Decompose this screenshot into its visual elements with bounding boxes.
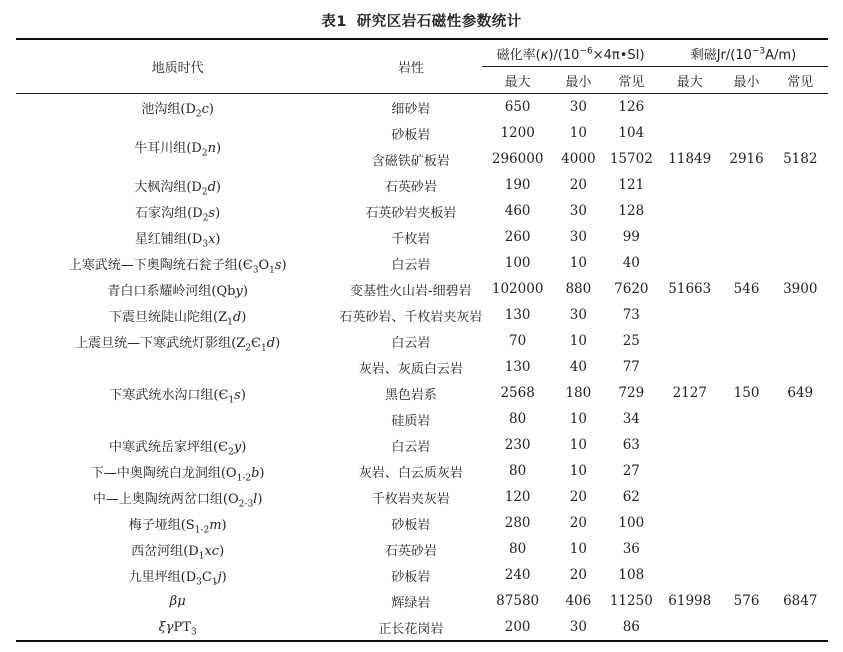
jr-value-cell	[721, 484, 773, 510]
chi-value-cell: 260	[504, 229, 531, 245]
strat-cell	[16, 510, 339, 536]
strat-cell	[16, 198, 339, 224]
strat-cell	[16, 432, 339, 458]
strat-symbol: $(D_1xc)$	[183, 543, 225, 562]
strat-name: 石家沟组	[135, 205, 188, 221]
strat-cell	[16, 224, 339, 250]
jr-value-cell	[721, 198, 773, 224]
chi-value-cell: 121	[618, 177, 645, 193]
lithology-cell: 千枚岩夹灰岩	[371, 491, 450, 507]
lithology-cell: 石英砂岩	[384, 543, 437, 559]
jr-value-cell	[773, 614, 829, 641]
strat-name: 九里坪组	[128, 569, 181, 585]
chi-value-cell: 30	[569, 203, 587, 219]
lithology-cell: 辉绿岩	[391, 595, 431, 611]
table-number: 表1	[321, 14, 347, 30]
table-row	[16, 172, 828, 198]
chi-value-cell: 40	[622, 255, 640, 271]
strat-symbol: $(Є_2y)$	[213, 439, 247, 458]
strat-symbol: $(D_2d)$	[186, 179, 221, 198]
lithology-cell: 千枚岩	[391, 231, 431, 247]
header-chi-min: 最小	[553, 67, 604, 94]
table-row	[16, 250, 828, 276]
chi-value-cell: 86	[622, 619, 640, 635]
jr-value-cell: 11849	[668, 151, 712, 167]
strat-symbol: βμ	[169, 593, 186, 609]
strat-name: 牛耳川组	[134, 140, 187, 156]
jr-value-cell	[773, 302, 829, 328]
strat-name: 梅子垭组	[128, 517, 181, 533]
lithology-cell: 砂板岩	[391, 517, 431, 533]
chi-value-cell: 15702	[609, 151, 653, 167]
strat-symbol: $(D_3C_1j)$	[180, 569, 227, 588]
jr-value-cell	[773, 432, 829, 458]
jr-value-cell: 6847	[783, 593, 818, 609]
header-strat: 地质时代	[16, 39, 339, 94]
strat-symbol: $(D_2s)$	[187, 205, 221, 224]
jr-value-cell	[721, 302, 773, 328]
chi-value-cell: 128	[618, 203, 645, 219]
chi-value-cell: 80	[509, 541, 527, 557]
chi-value-cell: 108	[618, 567, 645, 583]
jr-value-cell	[773, 328, 829, 354]
strat-symbol: $(O_{2-3}l)$	[222, 491, 263, 510]
table-row	[16, 198, 828, 224]
chi-value-cell: 650	[504, 99, 531, 115]
chi-value-cell: 729	[618, 385, 645, 401]
strat-cell	[16, 536, 339, 562]
chi-value-cell: 73	[622, 307, 640, 323]
jr-value-cell: 3900	[783, 281, 818, 297]
chi-value-cell: 200	[504, 619, 531, 635]
strat-name: 上寒武统—下奥陶统石瓮子组	[68, 257, 238, 273]
jr-value-cell	[721, 94, 773, 121]
chi-value-cell: 99	[622, 229, 640, 245]
table-row	[16, 120, 828, 146]
jr-value-cell	[659, 432, 721, 458]
lithology-cell: 石英砂岩夹板岩	[365, 205, 457, 221]
jr-value-cell	[721, 250, 773, 276]
strat-symbol: $(Z_1d)$	[213, 309, 247, 328]
jr-value-cell	[773, 224, 829, 250]
strat-name: 青白口系耀岭河组	[107, 283, 212, 299]
strat-name: 上震旦统—下寒武统灯影组	[75, 335, 232, 351]
lithology-cell: 砂板岩	[391, 127, 431, 143]
chi-value-cell: 406	[565, 593, 592, 609]
strat-symbol: $(D_2n)$	[186, 140, 222, 159]
jr-value-cell	[773, 406, 829, 432]
lithology-cell: 细砂岩	[391, 101, 431, 117]
header-susceptibility: 磁化率$(\kappa)/(10^{-6}\times 4\pi•SI)$	[482, 39, 659, 67]
chi-value-cell: 880	[565, 281, 592, 297]
chi-value-cell: 40	[569, 359, 587, 375]
jr-value-cell	[773, 172, 829, 198]
jr-value-cell	[659, 510, 721, 536]
strat-cell	[16, 458, 339, 484]
chi-value-cell: 30	[569, 229, 587, 245]
jr-value-cell	[773, 198, 829, 224]
table-row	[16, 328, 828, 354]
jr-value-cell	[773, 510, 829, 536]
chi-value-cell: 190	[504, 177, 531, 193]
jr-value-cell	[659, 224, 721, 250]
chi-value-cell: 87580	[496, 593, 540, 609]
table-row	[16, 484, 828, 510]
lithology-cell: 硅质岩	[391, 413, 431, 429]
chi-value-cell: 20	[569, 489, 587, 505]
jr-value-cell	[721, 458, 773, 484]
strat-symbol: $(Є_1s)$	[213, 387, 246, 406]
chi-value-cell: 1200	[500, 125, 535, 141]
strat-symbol: $(D_3x)$	[186, 231, 221, 250]
jr-value-cell	[773, 120, 829, 146]
jr-value-cell: 51663	[668, 281, 712, 297]
table-row	[16, 276, 828, 302]
strat-cell	[16, 588, 339, 614]
lithology-cell: 白云岩	[391, 335, 431, 351]
jr-value-cell: 2127	[672, 385, 707, 401]
strat-cell	[16, 250, 339, 276]
jr-value-cell	[659, 94, 721, 121]
table-row	[16, 302, 828, 328]
jr-value-cell	[659, 120, 721, 146]
chi-value-cell: 102000	[491, 281, 544, 297]
chi-value-cell: 27	[622, 463, 640, 479]
lithology-cell: 含磁铁矿板岩	[371, 153, 450, 169]
strat-name: 中寒武统岳家坪组	[109, 439, 214, 455]
jr-value-cell	[721, 562, 773, 588]
strat-name: 下震旦统陡山陀组	[109, 309, 214, 325]
chi-value-cell: 10	[569, 125, 587, 141]
strat-name: 星红铺组	[134, 231, 187, 247]
lithology-cell: 白云岩	[391, 257, 431, 273]
chi-value-cell: 30	[569, 307, 587, 323]
strat-name: 西岔河组	[131, 543, 184, 559]
chi-value-cell: 460	[504, 203, 531, 219]
header-jr-min: 最小	[721, 67, 773, 94]
chi-value-cell: 80	[509, 411, 527, 427]
chi-value-cell: 20	[569, 515, 587, 531]
chi-value-cell: 296000	[491, 151, 544, 167]
jr-value-cell	[773, 562, 829, 588]
strat-name: 池沟组	[141, 101, 181, 117]
chi-value-cell: 280	[504, 515, 531, 531]
strat-name: 大枫沟组	[134, 179, 187, 195]
jr-value-cell: 61998	[668, 593, 712, 609]
jr-value-cell	[659, 484, 721, 510]
chi-value-cell: 25	[622, 333, 640, 349]
header-remanence: 剩磁$Jr/(10^{-3}A/m)$	[659, 39, 828, 67]
chi-value-cell: 10	[569, 437, 587, 453]
jr-value-cell: 649	[787, 385, 814, 401]
jr-value-cell	[659, 198, 721, 224]
jr-value-cell	[721, 354, 773, 380]
chi-value-cell: 130	[504, 307, 531, 323]
lithology-cell: 石英砂岩	[384, 179, 437, 195]
table-row	[16, 224, 828, 250]
chi-value-cell: 10	[569, 255, 587, 271]
jr-value-cell: 5182	[783, 151, 818, 167]
strat-name: 中—上奥陶统两岔口组	[92, 491, 223, 507]
header-chi-max: 最大	[482, 67, 553, 94]
chi-value-cell: 62	[622, 489, 640, 505]
chi-value-cell: 100	[618, 515, 645, 531]
table-row	[16, 94, 828, 121]
chi-value-cell: 36	[622, 541, 640, 557]
jr-value-cell	[721, 614, 773, 641]
jr-value-cell	[659, 250, 721, 276]
lithology-cell: 灰岩、灰质白云岩	[358, 361, 463, 377]
table-row	[16, 510, 828, 536]
lithology-cell: 灰岩、白云质灰岩	[358, 465, 463, 481]
table-row	[16, 536, 828, 562]
jr-value-cell	[721, 172, 773, 198]
chi-value-cell: 30	[569, 619, 587, 635]
jr-value-cell	[773, 250, 829, 276]
jr-value-cell	[659, 354, 721, 380]
chi-value-cell: 126	[618, 99, 645, 115]
header-jr-max: 最大	[659, 67, 721, 94]
chi-value-cell: 20	[569, 567, 587, 583]
chi-value-cell: 63	[622, 437, 640, 453]
strat-symbol: $(D_2c)$	[180, 101, 214, 120]
strat-name: 下寒武统水沟口组	[109, 387, 214, 403]
chi-value-cell: 11250	[609, 593, 653, 609]
table-caption	[0, 10, 843, 31]
jr-value-cell	[721, 224, 773, 250]
strat-cell	[16, 302, 339, 328]
chi-value-cell: 10	[569, 541, 587, 557]
chi-value-cell: 70	[509, 333, 527, 349]
lithology-cell: 正长花岗岩	[378, 621, 444, 637]
header-chi-common: 常见	[604, 67, 659, 94]
strat-cell	[16, 94, 339, 121]
jr-value-cell	[773, 94, 829, 121]
strat-cell	[16, 172, 339, 198]
chi-value-cell: 7620	[614, 281, 649, 297]
strat-cell	[16, 614, 339, 641]
chi-value-cell: 130	[504, 359, 531, 375]
strat-cell	[16, 562, 339, 588]
jr-value-cell	[773, 484, 829, 510]
strat-symbol: $(Є_3O_1s)$	[237, 257, 287, 276]
lithology-cell: 石英砂岩、千枚岩夹灰岩	[339, 309, 483, 325]
strat-symbol: $(O_{1-2}b)$	[220, 465, 265, 484]
strat-symbol: ξγPT$_3$	[158, 619, 197, 638]
jr-value-cell: 546	[733, 281, 760, 297]
header-lithology: 岩性	[339, 39, 482, 94]
jr-value-cell: 2916	[729, 151, 764, 167]
strat-symbol: $(Z_2Є_1d)$	[231, 335, 281, 354]
jr-value-cell	[721, 120, 773, 146]
table-row	[16, 458, 828, 484]
chi-value-cell: 100	[504, 255, 531, 271]
table-row	[16, 432, 828, 458]
jr-value-cell	[721, 510, 773, 536]
lithology-cell: 白云岩	[391, 439, 431, 455]
table-title: 研究区岩石磁性参数统计	[356, 14, 522, 30]
jr-value-cell	[773, 458, 829, 484]
jr-value-cell: 576	[733, 593, 760, 609]
table-row	[16, 588, 828, 614]
jr-value-cell	[659, 614, 721, 641]
chi-value-cell: 34	[622, 411, 640, 427]
strat-symbol: $(S_{1-2}m)$	[180, 517, 227, 536]
chi-value-cell: 10	[569, 411, 587, 427]
strat-symbol: (Qby)	[211, 283, 248, 299]
chi-value-cell: 10	[569, 463, 587, 479]
chi-value-cell: 104	[618, 125, 645, 141]
jr-value-cell	[659, 328, 721, 354]
strat-cell	[16, 328, 339, 354]
chi-value-cell: 120	[504, 489, 531, 505]
table-row	[16, 614, 828, 641]
jr-value-cell	[659, 562, 721, 588]
chi-value-cell: 230	[504, 437, 531, 453]
jr-value-cell	[721, 328, 773, 354]
jr-value-cell	[659, 406, 721, 432]
jr-value-cell	[721, 432, 773, 458]
chi-value-cell: 20	[569, 177, 587, 193]
strat-cell	[16, 120, 339, 172]
strat-name: 下—中奥陶统白龙洞组	[90, 465, 221, 481]
jr-value-cell	[659, 302, 721, 328]
chi-value-cell: 80	[509, 463, 527, 479]
chi-value-cell: 77	[622, 359, 640, 375]
strat-cell	[16, 354, 339, 432]
jr-value-cell	[659, 536, 721, 562]
magnetic-parameters-table	[16, 38, 828, 642]
table-row	[16, 354, 828, 380]
chi-value-cell: 4000	[561, 151, 596, 167]
chi-value-cell: 2568	[500, 385, 535, 401]
jr-value-cell	[773, 536, 829, 562]
lithology-cell: 变基性火山岩-细碧岩	[349, 283, 472, 299]
chi-value-cell: 180	[565, 385, 592, 401]
table-row	[16, 562, 828, 588]
chi-value-cell: 240	[504, 567, 531, 583]
jr-value-cell	[659, 458, 721, 484]
lithology-cell: 砂板岩	[391, 569, 431, 585]
table-body	[16, 94, 828, 642]
strat-cell	[16, 276, 339, 302]
strat-cell	[16, 484, 339, 510]
jr-value-cell	[721, 536, 773, 562]
chi-value-cell: 10	[569, 333, 587, 349]
jr-value-cell	[659, 172, 721, 198]
jr-value-cell	[773, 354, 829, 380]
jr-value-cell	[721, 406, 773, 432]
jr-value-cell: 150	[733, 385, 760, 401]
chi-value-cell: 30	[569, 99, 587, 115]
header-jr-common: 常见	[773, 67, 829, 94]
lithology-cell: 黑色岩系	[384, 387, 437, 403]
